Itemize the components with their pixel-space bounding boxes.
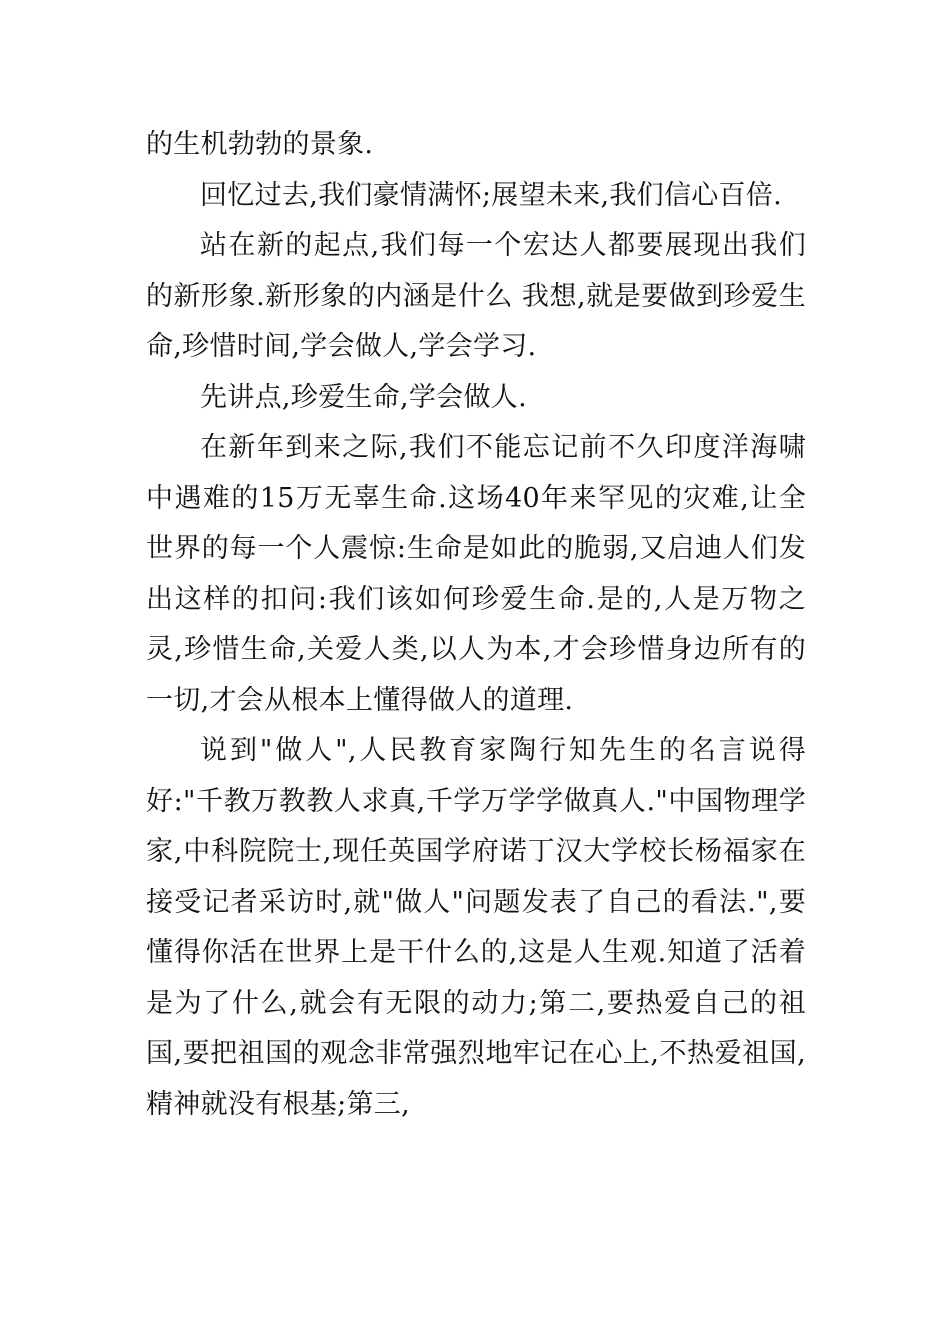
body-text	[146, 120, 806, 1130]
paragraph-tsunami: 在新年到来之际,我们不能忘记前不久印度洋海啸中遇难的15万无辜生命.这场40年来罕见的灾难,让全世界的每一个人震惊:生命是如此的脆弱,又启迪人们发出这样的扣问:我们该如何珍爱生命.是的,人是万物之灵,珍惜生命,关爱人类,以人为本,才会珍惜身边所有的一切,才会从根本上懂得做人的道理.	[146, 432, 806, 716]
paragraph-first-point: 先讲点,珍爱生命,学会做人.	[200, 381, 527, 413]
paragraph-being-human: 说到"做人",人民教育家陶行知先生的名言说得好:"千教万教教人求真,千学万学学做真人."中国物理学家,中科院院士,现任英国学府诺丁汉大学校长杨福家在接受记者采访时,就"做人"问题发表了自己的看法.",要懂得你活在世界上是干什么的,这是人生观.知道了活着是为了什么,就会有无限的动力;第二,要热爱自己的祖国,要把祖国的观念非常强烈地牢记在心上,不热爱祖国,精神就没有根基;第三,	[146, 735, 806, 1120]
paragraph-continuation: 的生机勃勃的景象.	[146, 129, 374, 160]
paragraph-reflection: 回忆过去,我们豪情满怀;展望未来,我们信心百倍.	[200, 179, 783, 211]
paragraph-new-image: 站在新的起点,我们每一个宏达人都要展现出我们的新形象.新形象的内涵是什么 我想,就是要做到珍爱生命,珍惜时间,学会做人,学会学习.	[146, 230, 806, 362]
